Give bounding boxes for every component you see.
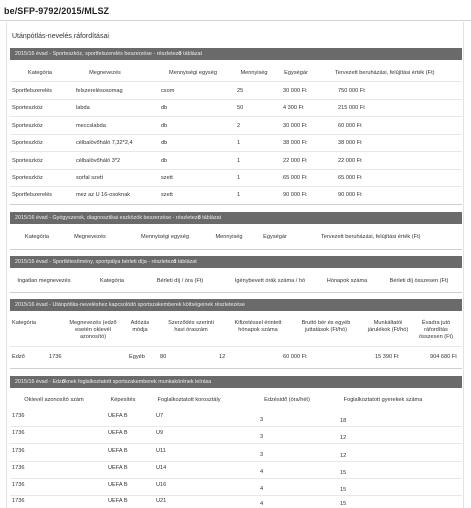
cell-training-hours: 4 bbox=[260, 501, 264, 507]
col-header: Egységár bbox=[263, 234, 287, 240]
cell-quantity: 1 bbox=[237, 175, 241, 181]
row-divider bbox=[10, 169, 462, 170]
cell-value: 750 000 Ft bbox=[338, 88, 365, 94]
col-header: Adózás módja bbox=[130, 320, 150, 333]
cell-children: 15 bbox=[340, 487, 347, 493]
row-divider bbox=[10, 426, 462, 427]
col-header: Ingatlan megnevezés bbox=[17, 278, 71, 284]
cell-license-id: 1736 bbox=[12, 448, 25, 454]
row-divider bbox=[10, 478, 462, 479]
cell-license-id: 1736 bbox=[12, 413, 25, 419]
cell-value: 90 000 Ft bbox=[338, 192, 362, 198]
cell-unit-price: 38 000 Ft bbox=[283, 140, 307, 146]
cell-season-total: 904 680 Ft bbox=[430, 354, 457, 360]
cell-license-id: 1736 bbox=[12, 430, 25, 436]
row-divider bbox=[10, 346, 462, 347]
cell-name: felszerelésosomag bbox=[76, 88, 123, 94]
cell-name: labda bbox=[76, 105, 90, 111]
cell-quantity: 2 bbox=[237, 123, 241, 129]
col-header: Mennyiség bbox=[215, 234, 243, 240]
cell-training-hours: 3 bbox=[260, 452, 264, 458]
cell-tax-mode: Egyéb bbox=[129, 354, 145, 360]
cell-value: 38 000 Ft bbox=[338, 140, 362, 146]
page-title: Utánpótlás-nevelés ráfordításai bbox=[12, 33, 109, 40]
col-header: Kategória bbox=[12, 320, 36, 326]
section-title: 2015/16 évad - Sporteszköz, sportfelszerelés beszerzése - részletez bbox=[15, 51, 179, 57]
col-header: Edzésidő (óra/hét) bbox=[264, 397, 310, 403]
col-header: Oklevél azonosító szám bbox=[24, 397, 84, 403]
cell-quantity: 50 bbox=[237, 105, 244, 111]
cell-unit: db bbox=[161, 123, 168, 129]
cell-unit: db bbox=[161, 105, 168, 111]
col-header: Mennyiség bbox=[240, 70, 268, 76]
col-header: Foglalkoztatott korosztály bbox=[157, 397, 221, 403]
cell-training-hours: 4 bbox=[260, 469, 264, 475]
cell-name: célbalövőháló 3*2 bbox=[76, 158, 121, 164]
col-header: Tervezett beruházási, felújítási érték (Ft) bbox=[321, 234, 421, 240]
cell-unit: szett bbox=[161, 175, 173, 181]
section-header-equipment bbox=[10, 48, 462, 60]
col-header: Kifizetéssel érintett hónapok száma bbox=[234, 320, 282, 333]
cell-unit: csom bbox=[161, 88, 175, 94]
col-header: Kategória bbox=[25, 234, 49, 240]
cell-category: Sporteszköz bbox=[12, 123, 43, 129]
row-divider bbox=[10, 186, 462, 187]
cell-monthly-hours: 80 bbox=[160, 354, 167, 360]
col-header: Egységár bbox=[284, 70, 308, 76]
cell-contributions: 15 390 Ft bbox=[375, 354, 399, 360]
section-title: 2015/16 évad - Sportlétesítmény, sportpálya bérleti díja - részletez bbox=[15, 259, 174, 265]
section-header-staff-costs bbox=[10, 299, 462, 311]
cell-value: 60 000 Ft bbox=[338, 123, 362, 129]
col-header: Kategória bbox=[100, 278, 124, 284]
cell-license-id: 1736 bbox=[12, 465, 25, 471]
section-title: 2015/16 évad - Edz bbox=[15, 379, 62, 385]
cell-children: 12 bbox=[340, 453, 347, 459]
cell-category: Sporteszköz bbox=[12, 158, 43, 164]
cell-quantity: 25 bbox=[237, 88, 244, 94]
cell-age-group: U16 bbox=[156, 482, 167, 488]
col-header: Megnevezés bbox=[74, 234, 106, 240]
cell-quantity: 1 bbox=[237, 158, 241, 164]
section-divider bbox=[10, 292, 462, 293]
section-title: táblázat bbox=[181, 51, 202, 57]
cell-category: Sporteszköz bbox=[12, 175, 43, 181]
col-header: Bruttó bér és egyéb juttatások (Ft/hó) bbox=[301, 320, 351, 333]
cell-name: meccslabda bbox=[76, 123, 106, 129]
cell-qualification: UEFA B bbox=[108, 465, 128, 471]
cell-age-group: U7 bbox=[156, 413, 164, 419]
cell-children: 12 bbox=[340, 435, 347, 441]
section-divider bbox=[10, 368, 462, 369]
col-header: Évadra jutó ráfordítás összesen (Ft) bbox=[419, 320, 453, 340]
cell-category: Sporteszköz bbox=[12, 105, 43, 111]
cell-age-group: U21 bbox=[156, 498, 167, 504]
cell-category: Edző bbox=[12, 354, 25, 360]
cell-qualification: UEFA B bbox=[108, 448, 128, 454]
cell-category: Sportfelszerelés bbox=[12, 192, 53, 198]
cell-training-hours: 4 bbox=[260, 486, 264, 492]
cell-name: 1736 bbox=[49, 354, 62, 360]
col-header: Munkáltatói járulékok (Ft/hó) bbox=[367, 320, 409, 333]
cell-training-hours: 3 bbox=[260, 417, 264, 423]
col-header: Bérleti díj / óra (Ft) bbox=[156, 278, 204, 284]
cell-license-id: 1736 bbox=[12, 482, 25, 488]
header-divider bbox=[0, 20, 471, 21]
col-header: Megnevezés (edző esetén oklevél azonosító) bbox=[69, 320, 117, 340]
section-title: 2015/16 évad - Utánpótlás-neveléshez kapcsolódó sportszakemberek költségeinek részletezése bbox=[15, 302, 245, 308]
section-title: knek foglalkoztatott sportszakemberek munkakörének leírása bbox=[65, 379, 212, 385]
cell-qualification: UEFA B bbox=[108, 430, 128, 436]
row-divider bbox=[10, 99, 462, 100]
cell-children: 15 bbox=[340, 501, 347, 507]
section-title-bold: ő bbox=[173, 259, 177, 265]
cell-age-group: U9 bbox=[156, 430, 164, 436]
cell-category: Sporteszköz bbox=[12, 140, 43, 146]
section-title-bold: ő bbox=[178, 51, 182, 57]
col-header: Igénybevett órák száma / hó bbox=[234, 278, 306, 284]
cell-unit-price: 90 000 Ft bbox=[283, 192, 307, 198]
col-header: Szerződés szerinti havi óraszám bbox=[168, 320, 214, 333]
row-divider bbox=[10, 134, 462, 135]
col-header: Bérleti díj összesen (Ft) bbox=[389, 278, 449, 284]
cell-value: 22 000 Ft bbox=[338, 158, 362, 164]
cell-value: 215 000 Ft bbox=[338, 105, 365, 111]
cell-quantity: 1 bbox=[237, 192, 241, 198]
row-divider bbox=[10, 495, 462, 496]
cell-training-hours: 3 bbox=[260, 434, 264, 440]
cell-license-id: 1736 bbox=[12, 498, 25, 504]
section-title-bold: ő bbox=[197, 215, 201, 221]
col-header: Hónapok száma bbox=[326, 278, 368, 284]
section-divider bbox=[10, 249, 462, 250]
cell-age-group: U14 bbox=[156, 465, 167, 471]
cell-unit: db bbox=[161, 158, 168, 164]
cell-unit: db bbox=[161, 140, 168, 146]
cell-name: célbalövőháló 7,32*2,4 bbox=[76, 140, 133, 146]
cell-qualification: UEFA B bbox=[108, 413, 128, 419]
cell-age-group: U11 bbox=[156, 448, 166, 454]
cell-category: Sportfelszerelés bbox=[12, 88, 53, 94]
col-header: Képesítés bbox=[110, 397, 136, 403]
document-id: be/SFP-9792/2015/MLSZ bbox=[4, 6, 110, 16]
section-header-coach-duties bbox=[10, 376, 462, 388]
cell-unit-price: 65 000 Ft bbox=[283, 175, 307, 181]
cell-months: 12 bbox=[219, 354, 226, 360]
col-header: Mennyiségi egység bbox=[141, 234, 189, 240]
col-header: Foglalkoztatott gyerekek száma bbox=[343, 397, 423, 403]
section-title: táblázat bbox=[200, 215, 222, 221]
col-header: Mennyiségi egység bbox=[169, 70, 217, 76]
row-divider bbox=[10, 443, 462, 444]
cell-quantity: 1 bbox=[237, 140, 241, 146]
cell-unit-price: 4 300 Ft bbox=[283, 105, 304, 111]
cell-qualification: UEFA B bbox=[108, 482, 128, 488]
section-title: táblázat bbox=[176, 259, 197, 265]
section-divider bbox=[10, 204, 462, 205]
section-title: 2015/16 évad - Gyógyszerek, diagnosztikai eszközök beszerzése - részletez bbox=[15, 215, 198, 221]
cell-unit: szett bbox=[161, 192, 173, 198]
cell-name: sorfal szett bbox=[76, 175, 104, 181]
section-header-medicine bbox=[10, 212, 462, 224]
row-divider bbox=[10, 116, 462, 117]
cell-children: 15 bbox=[340, 470, 347, 476]
cell-unit-price: 22 000 Ft bbox=[283, 158, 307, 164]
col-header: Tervezett beruházási, felújítási érték (Ft) bbox=[335, 70, 435, 76]
cell-children: 18 bbox=[340, 418, 347, 424]
cell-unit-price: 30 000 Ft bbox=[283, 88, 307, 94]
col-header: Kategória bbox=[28, 70, 52, 76]
row-divider bbox=[10, 461, 462, 462]
cell-value: 65 000 Ft bbox=[338, 175, 362, 181]
cell-gross-pay: 60 000 Ft bbox=[283, 354, 307, 360]
cell-qualification: UEFA B bbox=[108, 498, 128, 504]
cell-name: mez az U 16-osoknak bbox=[76, 192, 131, 198]
row-divider bbox=[10, 151, 462, 152]
section-title-bold: ő bbox=[61, 379, 66, 385]
cell-unit-price: 30 000 Ft bbox=[283, 123, 307, 129]
col-header: Megnevezés bbox=[89, 70, 121, 76]
row-divider bbox=[10, 81, 462, 82]
section-header-facility-rent bbox=[10, 256, 462, 268]
